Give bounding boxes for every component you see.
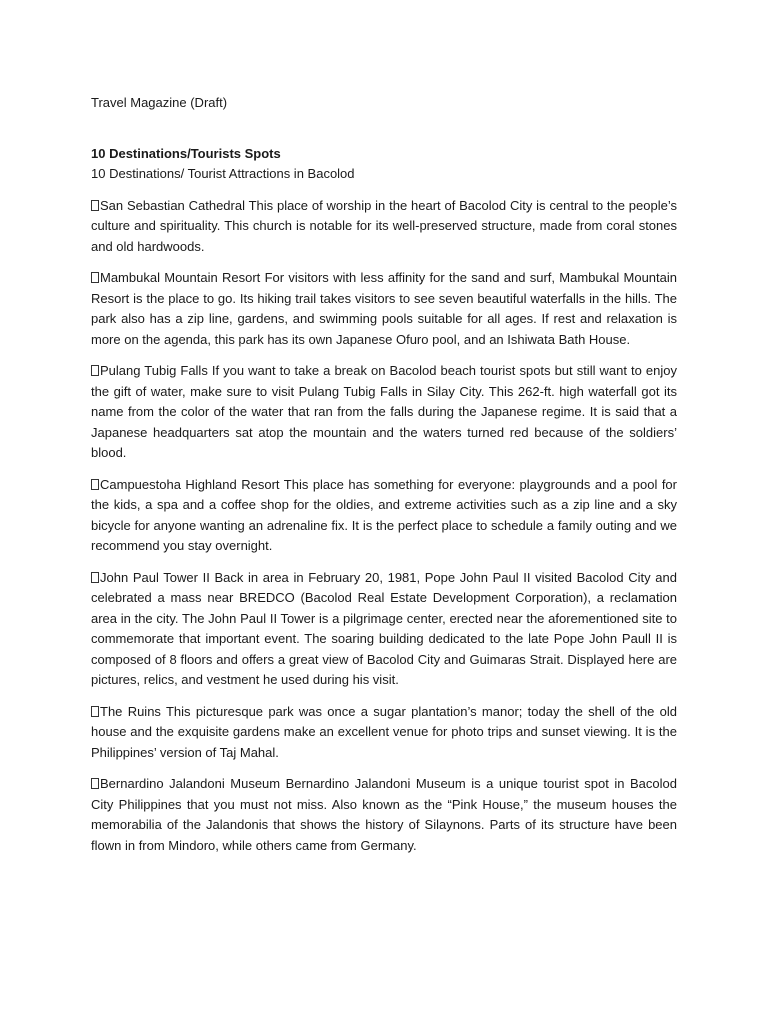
destination-entry-san-sebastian — [91, 196, 677, 258]
missing-glyph-bullet-icon — [91, 778, 99, 789]
destination-entry-campuestoha — [91, 475, 677, 557]
entry-text: John Paul Tower II Back in area in February 20, 1981, Pope John Paul II visited Bacolod City and celebrated a mass near BREDCO (Bacolod Real Estate Development Corporation), a reclamation area in the city. The John Paul II Tower is a pilgrimage center, erected near the aforementioned site to commemorate that important event. The soaring building dedicated to the late Pope John Paull II is composed of 8 floors and offers a great view of Bacolod City and Guimaras Strait. Displayed here are pictures, relics, and vestment he used during his visit. — [91, 569, 677, 687]
entry-text: Bernardino Jalandoni Museum Bernardino Jalandoni Museum is a unique tourist spot in Bacolod City Philippines that you must not miss. Also known as the “Pink House,” the museum houses the memorabilia of the Jalandonis that shows the history of Silaynons. Parts of its structure have been flown in from Mindoro, while others came from Germany. — [91, 776, 677, 853]
entry-text: Pulang Tubig Falls If you want to take a break on Bacolod beach tourist spots but still want to enjoy the gift of water, make sure to visit Pulang Tubig Falls in Silay City. This 262-ft. high waterfall got its name from the color of the water that ran from the falls during the Japanese regime. It is said that a Japanese headquarters sat atop the mountain and the waters turned red because of the soldiers’ blood. — [91, 363, 677, 460]
section-subheading: 10 Destinations/ Tourist Attractions in Bacolod — [91, 166, 355, 181]
draft-title: Travel Magazine (Draft) — [91, 95, 228, 110]
destination-entry-jalandoni-museum — [91, 774, 677, 856]
entry-text: The Ruins This picturesque park was once a sugar plantation’s manor; today the shell of the old house and the exquisite gardens make an excellent venue for photo trips and sunset viewing. It is the Philippines’ version of Taj Mahal. — [91, 703, 677, 760]
missing-glyph-bullet-icon — [91, 200, 99, 211]
destination-entry-the-ruins — [91, 702, 677, 764]
missing-glyph-bullet-icon — [91, 365, 99, 376]
destination-entry-john-paul-tower — [91, 568, 677, 691]
document-page — [91, 93, 677, 867]
missing-glyph-bullet-icon — [91, 572, 99, 583]
entry-text: Campuestoha Highland Resort This place has something for everyone: playgrounds and a pool for the kids, a spa and a coffee shop for the oldies, and extreme activities such as a zip line and a sky bicycle for anyone wanting an adrenaline fix. It is the perfect place to schedule a family outing and we recommend you stay overnight. — [91, 476, 677, 553]
destination-entry-pulang-tubig — [91, 361, 677, 464]
section-heading: 10 Destinations/Tourists Spots — [91, 145, 281, 161]
missing-glyph-bullet-icon — [91, 479, 99, 490]
missing-glyph-bullet-icon — [91, 706, 99, 717]
destination-entry-mambukal — [91, 268, 677, 350]
entry-text: San Sebastian Cathedral This place of worship in the heart of Bacolod City is central to the people’s culture and spirituality. This church is notable for its well-preserved structure, made from coral stones and old hardwoods. — [91, 197, 677, 254]
entry-text: Mambukal Mountain Resort For visitors with less affinity for the sand and surf, Mambukal Mountain Resort is the place to go. Its hiking trail takes visitors to see seven beautiful waterfalls in the hills. The park also has a zip line, gardens, and swimming pools suitable for all ages. If rest and relaxation is more on the agenda, this park has its own Japanese Ofuro pool, and an Ishiwata Bath House. — [91, 270, 677, 347]
missing-glyph-bullet-icon — [91, 272, 99, 283]
